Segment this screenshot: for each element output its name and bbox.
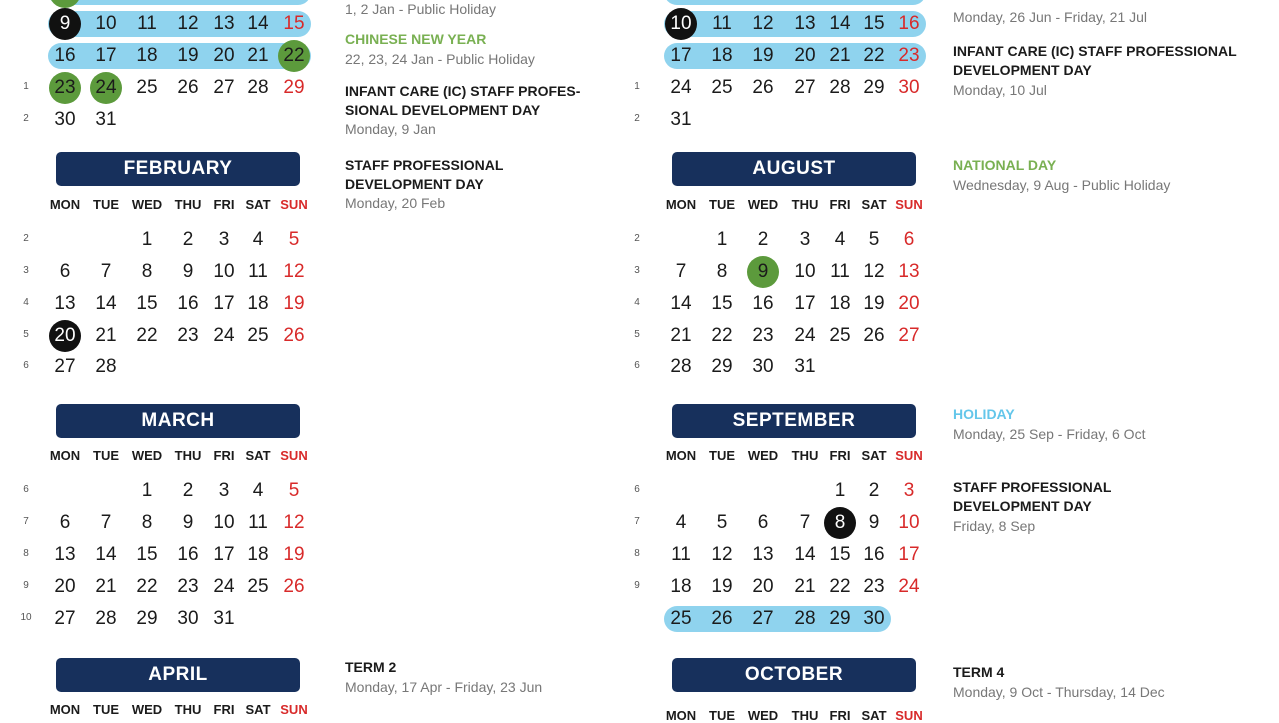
week-number: 2 (634, 233, 640, 244)
event-title: CHINESE NEW YEAR (345, 31, 487, 47)
weekday-header-wed: WED (131, 197, 163, 212)
calendar-day: 12 (283, 512, 305, 533)
calendar-day: 6 (757, 512, 769, 533)
calendar-day: 25 (247, 576, 269, 597)
calendar-day: 16 (752, 293, 774, 314)
calendar-day: 6 (59, 512, 71, 533)
calendar-day: 29 (136, 608, 158, 629)
calendar-day: 10 (670, 13, 692, 34)
week-number: 1 (634, 81, 640, 92)
calendar-day: 8 (141, 512, 153, 533)
calendar-day: 3 (799, 229, 811, 250)
calendar-day: 14 (95, 293, 117, 314)
week-number: 5 (23, 329, 29, 340)
calendar-day: 3 (903, 480, 915, 501)
calendar-day: 21 (95, 325, 117, 346)
calendar-day: 26 (177, 77, 199, 98)
week-number: 6 (23, 360, 29, 371)
calendar-day: 19 (752, 45, 774, 66)
event-date: 1, 2 Jan - Public Holiday (345, 1, 496, 17)
weekday-header-fri: FRI (213, 197, 235, 212)
calendar-day: 26 (863, 325, 885, 346)
calendar-day: 21 (247, 45, 269, 66)
calendar-day: 18 (829, 293, 851, 314)
calendar-day: 2 (868, 480, 880, 501)
calendar-day: 30 (54, 109, 76, 130)
calendar-day: 8 (716, 261, 728, 282)
calendar-day: 24 (898, 576, 920, 597)
week-number: 10 (20, 612, 32, 623)
week-number: 6 (634, 484, 640, 495)
weekday-header-wed: WED (131, 448, 163, 463)
calendar-day: 18 (247, 544, 269, 565)
calendar-day: 23 (177, 576, 199, 597)
calendar-day: 14 (670, 293, 692, 314)
event-title: STAFF PROFESSIONAL DEVELOPMENT DAY (953, 479, 1112, 514)
calendar-day: 5 (288, 480, 300, 501)
week-number: 4 (634, 297, 640, 308)
event-date: Wednesday, 9 Aug - Public Holiday (953, 177, 1171, 193)
event-title: TERM 2 (345, 659, 397, 675)
calendar-day: 4 (834, 229, 846, 250)
weekday-header-thu: THU (174, 197, 202, 212)
calendar-day: 15 (136, 293, 158, 314)
weekday-header-mon: MON (665, 448, 697, 463)
calendar-day: 4 (252, 229, 264, 250)
calendar-day: 11 (248, 512, 268, 533)
calendar-day: 18 (711, 45, 733, 66)
week-number: 8 (23, 548, 29, 559)
calendar-day: 9 (182, 512, 194, 533)
weekday-header-tue: TUE (709, 448, 735, 463)
weekday-header-tue: TUE (93, 197, 119, 212)
calendar-day: 9 (182, 261, 194, 282)
month-banner-april: APRIL (56, 658, 300, 692)
calendar-day: 17 (213, 544, 235, 565)
event-title: TERM 4 (953, 664, 1005, 680)
calendar-day: 13 (54, 293, 76, 314)
calendar-day: 17 (670, 45, 692, 66)
calendar-day: 25 (670, 608, 692, 629)
calendar-day: 28 (247, 77, 269, 98)
calendar-day: 27 (54, 356, 76, 377)
weekday-header-tue: TUE (709, 197, 735, 212)
weekday-header-mon: MON (665, 197, 697, 212)
calendar-day: 8 (834, 512, 846, 533)
weekday-header-thu: THU (174, 448, 202, 463)
weekday-header-mon: MON (49, 448, 81, 463)
weekday-header-thu: THU (791, 708, 819, 723)
calendar-day: 19 (177, 45, 199, 66)
weekday-header-sat: SAT (245, 197, 271, 212)
calendar-day: 28 (829, 77, 851, 98)
event-date: Monday, 17 Apr - Friday, 23 Jun (345, 679, 543, 695)
week-number: 6 (634, 360, 640, 371)
week-number: 2 (23, 233, 29, 244)
event-title: NATIONAL DAY (953, 157, 1057, 173)
calendar-day: 20 (794, 45, 816, 66)
calendar-day: 15 (863, 13, 885, 34)
week-number: 2 (23, 113, 29, 124)
week-number: 5 (634, 329, 640, 340)
calendar-day: 17 (213, 293, 235, 314)
month-banner-october: OCTOBER (672, 658, 916, 692)
calendar-day: 21 (95, 576, 117, 597)
calendar-day: 23 (898, 45, 920, 66)
calendar-day: 10 (898, 512, 920, 533)
event-title: STAFF PROFESSIONAL DEVELOPMENT DAY (345, 157, 504, 192)
calendar-day: 11 (137, 13, 157, 34)
weekday-header-thu: THU (791, 448, 819, 463)
weekday-header-tue: TUE (709, 708, 735, 723)
calendar-day: 23 (54, 77, 76, 98)
calendar-day: 1 (716, 229, 728, 250)
calendar-day: 19 (283, 293, 305, 314)
calendar-day: 31 (794, 356, 816, 377)
month-banner-march: MARCH (56, 404, 300, 438)
event-date: Monday, 9 Oct - Thursday, 14 Dec (953, 684, 1165, 700)
calendar-day: 5 (288, 229, 300, 250)
weekday-header-sat: SAT (245, 448, 271, 463)
calendar-day: 11 (830, 261, 850, 282)
week-number: 2 (634, 113, 640, 124)
calendar-day: 29 (863, 77, 885, 98)
calendar-day: 21 (794, 576, 816, 597)
calendar-day: 19 (863, 293, 885, 314)
week-number: 3 (23, 265, 29, 276)
calendar-day: 22 (136, 576, 158, 597)
weekday-header-wed: WED (131, 702, 163, 717)
calendar-day: 13 (752, 544, 774, 565)
week-number: 1 (23, 81, 29, 92)
calendar-day: 15 (711, 293, 733, 314)
month-banner-august: AUGUST (672, 152, 916, 186)
calendar-day: 7 (100, 261, 112, 282)
calendar-day: 15 (829, 544, 851, 565)
calendar-day: 4 (252, 480, 264, 501)
week-number: 7 (634, 516, 640, 527)
weekday-header-sun: SUN (280, 702, 308, 717)
event-title: HOLIDAY (953, 406, 1015, 422)
calendar-day: 26 (283, 576, 305, 597)
calendar-day: 18 (136, 45, 158, 66)
calendar-day: 16 (177, 544, 199, 565)
calendar-day: 30 (863, 608, 885, 629)
calendar-day: 22 (136, 325, 158, 346)
month-banner-september: SEPTEMBER (672, 404, 916, 438)
calendar-day: 16 (863, 544, 885, 565)
calendar-day: 5 (716, 512, 728, 533)
calendar-day: 26 (752, 77, 774, 98)
calendar-day: 11 (712, 13, 732, 34)
calendar-day: 20 (54, 576, 76, 597)
calendar-day: 19 (283, 544, 305, 565)
calendar-day: 12 (711, 544, 733, 565)
calendar-day: 2 (182, 480, 194, 501)
calendar-day: 25 (136, 77, 158, 98)
event-date: Monday, 20 Feb (345, 195, 446, 211)
event-date: Monday, 10 Jul (953, 82, 1047, 98)
weekday-header-sun: SUN (280, 448, 308, 463)
calendar-day: 29 (711, 356, 733, 377)
calendar-day: 10 (95, 13, 117, 34)
event-date: Friday, 8 Sep (953, 518, 1036, 534)
weekday-header-mon: MON (49, 702, 81, 717)
calendar-day: 15 (283, 13, 305, 34)
weekday-header-sun: SUN (895, 448, 923, 463)
calendar-day: 24 (670, 77, 692, 98)
calendar-day: 17 (794, 293, 816, 314)
calendar-day: 29 (829, 608, 851, 629)
week-number: 7 (23, 516, 29, 527)
week-number: 4 (23, 297, 29, 308)
calendar-day: 13 (213, 13, 235, 34)
calendar-day: 7 (100, 512, 112, 533)
calendar-day: 18 (247, 293, 269, 314)
calendar-day: 24 (95, 77, 117, 98)
calendar-day: 6 (903, 229, 915, 250)
calendar-day: 16 (898, 13, 920, 34)
calendar-day: 12 (863, 261, 885, 282)
calendar-day: 20 (54, 325, 76, 346)
calendar-day: 26 (711, 608, 733, 629)
weekday-header-sat: SAT (861, 448, 887, 463)
event-date: 22, 23, 24 Jan - Public Holiday (345, 51, 535, 67)
calendar-day: 25 (829, 325, 851, 346)
calendar-day: 23 (177, 325, 199, 346)
calendar-day: 14 (829, 13, 851, 34)
week-number: 9 (634, 580, 640, 591)
weekday-header-mon: MON (49, 197, 81, 212)
weekday-header-wed: WED (747, 448, 779, 463)
calendar-day: 31 (213, 608, 235, 629)
calendar-day: 3 (218, 480, 230, 501)
calendar-day: 9 (59, 13, 71, 34)
calendar-day: 2 (757, 229, 769, 250)
calendar-day: 16 (177, 293, 199, 314)
calendar-day: 27 (54, 608, 76, 629)
calendar-day: 21 (670, 325, 692, 346)
weekday-header-fri: FRI (829, 708, 851, 723)
calendar-day: 22 (829, 576, 851, 597)
weekday-header-thu: THU (174, 702, 202, 717)
weekday-header-sun: SUN (280, 197, 308, 212)
calendar-day: 14 (794, 544, 816, 565)
calendar-day: 12 (752, 13, 774, 34)
calendar-day: 18 (670, 576, 692, 597)
week-number: 3 (634, 265, 640, 276)
weekday-header-sat: SAT (861, 708, 887, 723)
event-date: Monday, 9 Jan (345, 121, 436, 137)
calendar-day: 27 (213, 77, 235, 98)
calendar-day: 25 (247, 325, 269, 346)
calendar-day: 1 (141, 229, 153, 250)
calendar-day: 11 (248, 261, 268, 282)
calendar-day: 7 (675, 261, 687, 282)
calendar-day: 1 (141, 480, 153, 501)
weekday-header-mon: MON (665, 708, 697, 723)
calendar-day: 21 (829, 45, 851, 66)
event-date: Monday, 26 Jun - Friday, 21 Jul (953, 9, 1148, 25)
calendar-day: 2 (182, 229, 194, 250)
calendar-day: 20 (213, 45, 235, 66)
calendar-day: 6 (59, 261, 71, 282)
weekday-header-thu: THU (791, 197, 819, 212)
calendar-day: 7 (799, 512, 811, 533)
calendar-day: 28 (95, 608, 117, 629)
week-number: 8 (634, 548, 640, 559)
weekday-header-sat: SAT (245, 702, 271, 717)
week-number: 6 (23, 484, 29, 495)
calendar-day: 16 (54, 45, 76, 66)
calendar-day: 5 (868, 229, 880, 250)
calendar-day: 9 (868, 512, 880, 533)
weekday-header-wed: WED (747, 708, 779, 723)
calendar-day: 15 (136, 544, 158, 565)
calendar-day: 30 (177, 608, 199, 629)
calendar-day: 27 (794, 77, 816, 98)
calendar-day: 1 (834, 480, 846, 501)
calendar-day: 11 (671, 544, 691, 565)
calendar-day: 17 (95, 45, 117, 66)
calendar-day: 31 (95, 109, 117, 130)
calendar-day: 20 (752, 576, 774, 597)
calendar-day: 8 (141, 261, 153, 282)
calendar-day: 20 (898, 293, 920, 314)
calendar-day: 31 (670, 109, 692, 130)
weekday-header-sat: SAT (861, 197, 887, 212)
weekday-header-sun: SUN (895, 197, 923, 212)
weekday-header-wed: WED (747, 197, 779, 212)
weekday-header-fri: FRI (213, 448, 235, 463)
calendar-day: 3 (218, 229, 230, 250)
calendar-day: 12 (177, 13, 199, 34)
term-highlight-band (48, 0, 311, 5)
calendar-day: 13 (898, 261, 920, 282)
calendar-day: 24 (213, 325, 235, 346)
calendar-day: 14 (95, 544, 117, 565)
calendar-day: 28 (670, 356, 692, 377)
calendar-day: 27 (752, 608, 774, 629)
calendar-day: 30 (752, 356, 774, 377)
calendar-day: 28 (794, 608, 816, 629)
term-highlight-band (664, 0, 926, 5)
calendar-day: 25 (711, 77, 733, 98)
calendar-day: 22 (711, 325, 733, 346)
weekday-header-fri: FRI (213, 702, 235, 717)
calendar-day: 10 (213, 261, 235, 282)
month-banner-february: FEBRUARY (56, 152, 300, 186)
calendar-day: 26 (283, 325, 305, 346)
calendar-day: 27 (898, 325, 920, 346)
calendar-day: 24 (213, 576, 235, 597)
calendar-day: 30 (898, 77, 920, 98)
calendar-day: 10 (213, 512, 235, 533)
calendar-day: 23 (752, 325, 774, 346)
calendar-day: 14 (247, 13, 269, 34)
calendar-day: 13 (54, 544, 76, 565)
calendar-day: 22 (283, 45, 305, 66)
weekday-header-tue: TUE (93, 702, 119, 717)
event-title: INFANT CARE (IC) STAFF PROFESSIONAL DEVELOPMENT DAY (953, 43, 1237, 78)
calendar-day: 13 (794, 13, 816, 34)
calendar-day: 10 (794, 261, 816, 282)
calendar-day: 19 (711, 576, 733, 597)
weekday-header-tue: TUE (93, 448, 119, 463)
calendar-day: 12 (283, 261, 305, 282)
weekday-header-fri: FRI (829, 448, 851, 463)
calendar-day: 22 (863, 45, 885, 66)
calendar-day: 17 (898, 544, 920, 565)
weekday-header-fri: FRI (829, 197, 851, 212)
week-number: 9 (23, 580, 29, 591)
calendar-day: 29 (283, 77, 305, 98)
calendar-day: 24 (794, 325, 816, 346)
event-date: Monday, 25 Sep - Friday, 6 Oct (953, 426, 1146, 442)
weekday-header-sun: SUN (895, 708, 923, 723)
calendar-day: 4 (675, 512, 687, 533)
calendar-day: 28 (95, 356, 117, 377)
event-title: INFANT CARE (IC) STAFF PROFES- SIONAL DEVELOPMENT DAY (345, 83, 581, 118)
calendar-day: 23 (863, 576, 885, 597)
calendar-day: 9 (757, 261, 769, 282)
